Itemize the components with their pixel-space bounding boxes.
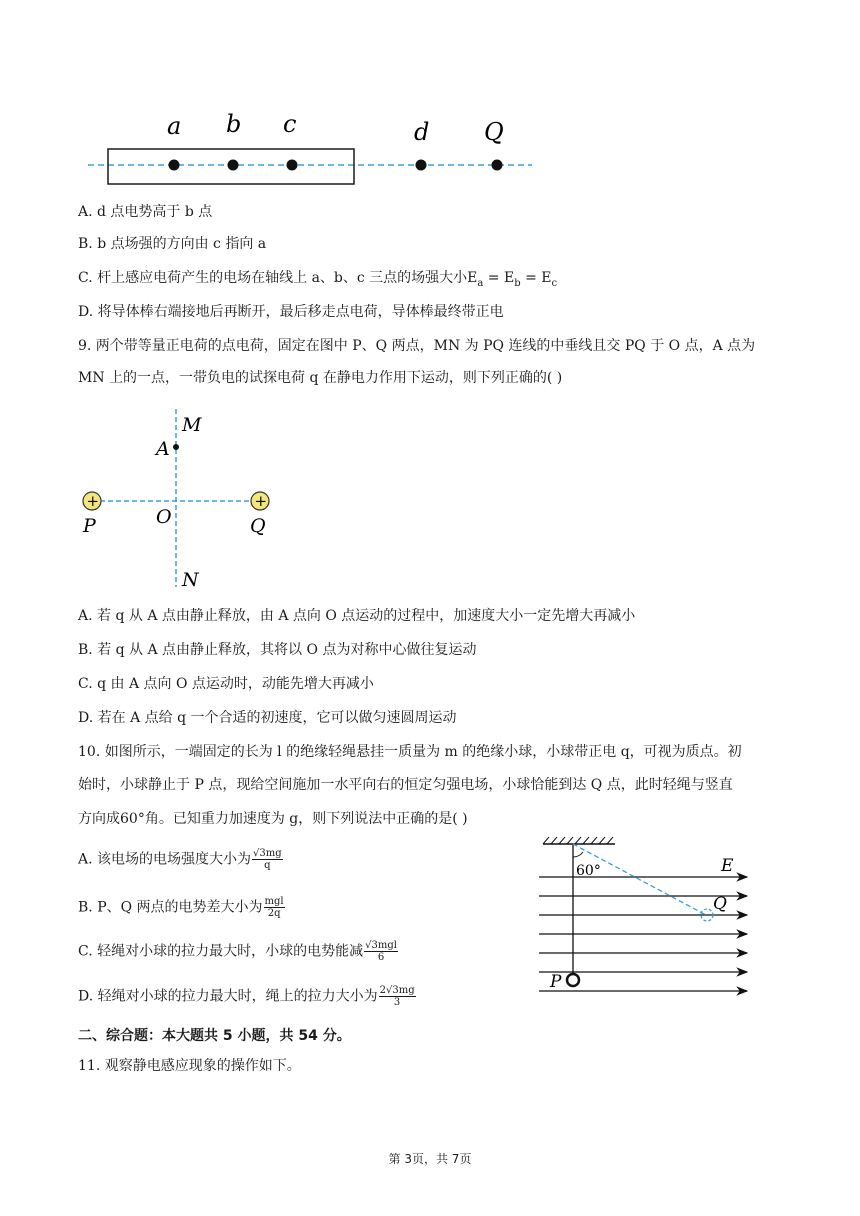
eq2: = E — [520, 270, 552, 286]
q11-stem: 11. 观察静电感应现象的操作如下。 — [78, 1058, 301, 1074]
label-M: M — [182, 414, 202, 436]
label-d: d — [414, 118, 430, 146]
numerator: √3mg — [253, 848, 282, 859]
point-c — [287, 160, 298, 171]
point-A — [173, 444, 179, 450]
plus-icon-P: + — [86, 492, 100, 510]
point-a — [169, 160, 180, 171]
sub-b: b — [514, 277, 521, 289]
rope-to-Q — [573, 844, 706, 915]
label-Q3: Q — [713, 894, 727, 914]
label-N: N — [182, 569, 199, 591]
page-footer: 第 3页，共 7页 — [388, 1152, 472, 1166]
point-d — [416, 160, 427, 171]
denominator: 3 — [393, 997, 401, 1008]
q9-option-b: B. 若 q 从 A 点由静止释放，其将以 O 点为对称中心做往复运动 — [78, 642, 477, 658]
q10-option-d — [78, 985, 416, 1008]
fraction — [379, 985, 416, 1008]
q10-option-a-text: A. 该电场的电场强度大小为 — [78, 851, 252, 868]
q10-stem-line2: 始时，小球静止于 P 点，现给空间施加一水平向右的恒定匀强电场，小球恰能到达 Q 点，此时轻绳与竖直 — [78, 777, 733, 793]
q10-option-b-text: B. P、Q 两点的电势差大小为 — [78, 899, 263, 916]
angle-arc — [573, 852, 583, 857]
label-O: O — [156, 506, 172, 528]
point-Q — [492, 160, 503, 171]
q8-option-c — [78, 268, 557, 294]
denominator: 2q — [267, 908, 281, 919]
q10-option-a — [78, 848, 283, 871]
label-P3: P — [550, 972, 562, 992]
q10-option-c — [78, 940, 398, 963]
denominator: q — [264, 860, 271, 871]
label-a: a — [167, 112, 182, 140]
q10-stem-line1: 10. 如图所示，一端固定的长为 l 的绝缘轻绳悬挂一质量为 m 的绝缘小球，小球带正电 q，可视为质点。初 — [78, 744, 742, 760]
q9-stem-line1: 9. 两个带等量正电荷的点电荷，固定在图中 P、Q 两点，MN 为 PQ 连线的中垂线且交 PQ 于 O 点，A 点为 — [78, 338, 756, 354]
section-heading: 二、综合题：本大题共 5 小题，共 54 分。 — [78, 1028, 351, 1044]
label-Q: Q — [484, 118, 504, 146]
charges-diagram — [78, 405, 293, 593]
rod-diagram — [80, 108, 540, 190]
label-E: E — [721, 856, 734, 876]
q10-option-b — [78, 896, 285, 919]
label-A: A — [156, 438, 170, 460]
label-c: c — [283, 110, 297, 138]
pendulum-field-diagram — [535, 835, 755, 1005]
label-Q2: Q — [250, 515, 266, 537]
sub-c: c — [551, 277, 558, 289]
eq1: = E — [483, 270, 515, 286]
q8-option-c-text: C. 杆上感应电荷产生的电场在轴线上 a、b、c 三点的场强大小E — [78, 270, 478, 286]
plus-icon-Q: + — [254, 492, 268, 510]
q9-option-c: C. q 由 A 点向 O 点运动时，动能先增大再减小 — [78, 676, 374, 692]
q10-option-d-text: D. 轻绳对小球的拉力最大时，绳上的拉力大小为 — [78, 988, 378, 1005]
q9-option-d: D. 若在 A 点给 q 一个合适的初速度，它可以做匀速圆周运动 — [78, 710, 457, 726]
fraction — [264, 896, 285, 919]
q10-stem-line3: 方向成60°角。已知重力加速度为 g，则下列说法中正确的是( ) — [78, 811, 468, 827]
label-b: b — [226, 110, 242, 138]
q9-option-a: A. 若 q 从 A 点由静止释放，由 A 点向 O 点运动的过程中，加速度大小一定先增大再减小 — [78, 608, 636, 624]
angle-label: 60° — [576, 863, 601, 879]
numerator: √3mgl — [365, 940, 397, 951]
q8-option-a: A. d 点电势高于 b 点 — [78, 204, 213, 220]
label-P: P — [83, 515, 96, 537]
numerator: mgl — [264, 896, 284, 907]
numerator: 2√3mg — [379, 985, 415, 996]
q10-option-c-text: C. 轻绳对小球的拉力最大时，小球的电势能减 — [78, 943, 364, 960]
ball-P — [567, 974, 579, 986]
ceiling-hatch — [543, 837, 613, 844]
sub-a: a — [477, 277, 484, 289]
q9-stem-line2: MN 上的一点，一带负电的试探电荷 q 在静电力作用下运动，则下列正确的( ) — [78, 370, 563, 386]
q8-option-d: D. 将导体棒右端接地后再断开，最后移走点电荷，导体棒最终带正电 — [78, 304, 504, 320]
denominator: 6 — [377, 952, 385, 963]
fraction — [252, 848, 283, 871]
q8-option-b: B. b 点场强的方向由 c 指向 a — [78, 236, 267, 252]
point-b — [228, 160, 239, 171]
fraction — [364, 940, 398, 963]
